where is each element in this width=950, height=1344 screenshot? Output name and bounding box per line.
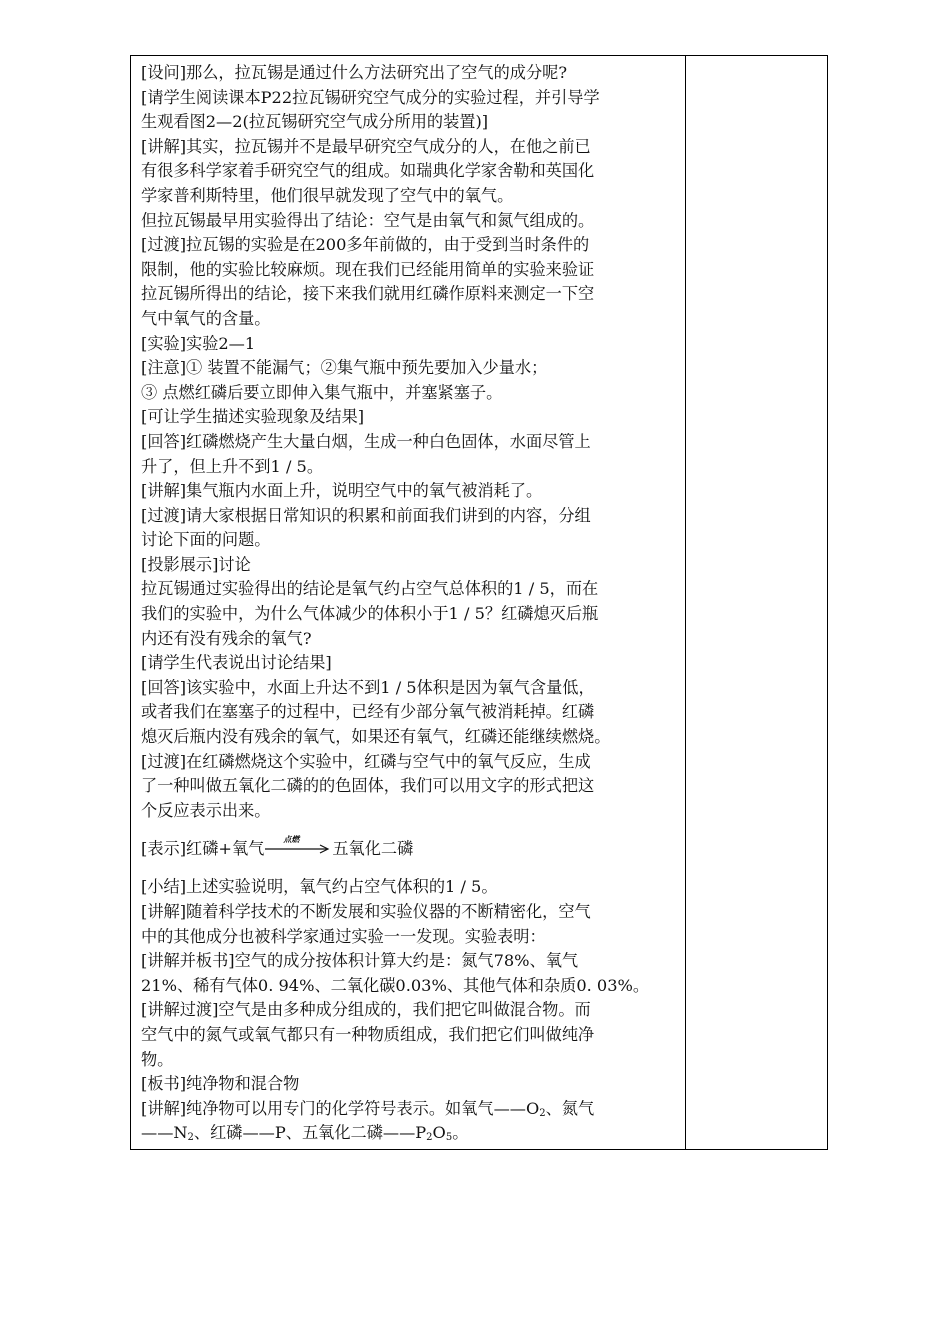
content-block-top — [141, 61, 679, 823]
text-line: 熄灭后瓶内没有残余的氧气，如果还有氧气，红磷还能继续燃烧。 — [141, 727, 611, 747]
text-line: [过渡]在红磷燃烧这个实验中，红磷与空气中的氧气反应，生成 — [141, 751, 591, 771]
text-line: [讲解过渡]空气是由多种成分组成的，我们把它叫做混合物。而 — [141, 1000, 591, 1020]
text-line: [过渡]拉瓦锡的实验是在200多年前做的，由于受到当时条件的 — [141, 235, 590, 255]
reaction-equation — [141, 827, 679, 861]
spacer — [141, 861, 679, 875]
text-line: [设问]那么，拉瓦锡是通过什么方法研究出了空气的成分呢? — [141, 63, 567, 82]
text-line: ③ 点燃红磷后要立即伸入集气瓶中，并塞紧塞子。 — [141, 382, 503, 402]
text-line: 物。 — [141, 1049, 174, 1069]
text-line: [注意]① 装置不能漏气；②集气瓶中预先要加入少量水； — [141, 358, 548, 378]
text-line: 内还有没有残余的氧气? — [141, 628, 312, 648]
equation-left: [表示]红磷+氧气 — [141, 838, 265, 858]
arrow-icon — [265, 844, 331, 854]
reaction-arrow — [265, 837, 331, 861]
text-line: [讲解]集气瓶内水面上升，说明空气中的氧气被消耗了。 — [141, 481, 543, 501]
text-line: 空气中的氮气或氧气都只有一种物质组成，我们把它们叫做纯净 — [141, 1024, 595, 1044]
text-line: [过渡]请大家根据日常知识的积累和前面我们讲到的内容，分组 — [141, 505, 591, 525]
text-line: 21%、稀有气体0. 94%、二氧化碳0.03%、其他气体和杂质0. 03%。 — [141, 975, 650, 995]
text-line: 讨论下面的问题。 — [141, 530, 271, 550]
text-line: [投影展示]讨论 — [141, 554, 251, 574]
text-line: 或者我们在塞塞子的过程中，已经有少部分氧气被消耗掉。红磷 — [141, 702, 595, 722]
text-line: [回答]该实验中，水面上升达不到1 / 5体积是因为氧气含量低， — [141, 677, 595, 697]
text-line: 有很多科学家着手研究空气的组成。如瑞典化学家舍勒和英国化 — [141, 161, 595, 181]
text-line: [请学生阅读课本P22拉瓦锡研究空气成分的实验过程，并引导学 — [141, 87, 600, 107]
notes-cell — [686, 56, 827, 1149]
text-line: 拉瓦锡所得出的结论，接下来我们就用红磷作原料来测定一下空 — [141, 284, 595, 304]
text-line: 升了，但上升不到1 / 5。 — [141, 456, 324, 476]
text-line: [实验]实验2—1 — [141, 333, 256, 353]
text-line: [讲解]其实，拉瓦锡并不是最早研究空气成分的人，在他之前已 — [141, 136, 591, 156]
text-line: 个反应表示出来。 — [141, 800, 271, 820]
text-line: 我们的实验中，为什么气体减少的体积小于1 / 5？红磷熄灭后瓶 — [141, 604, 599, 624]
text-line: 但拉瓦锡最早用实验得出了结论：空气是由氧气和氮气组成的。 — [141, 210, 595, 230]
text-line: 气中氧气的含量。 — [141, 308, 271, 328]
text-line: [板书]纯净物和混合物 — [141, 1074, 300, 1094]
text-line: 生观看图2—2(拉瓦锡研究空气成分所用的装置)] — [141, 112, 489, 132]
text-line: 拉瓦锡通过实验得出的结论是氧气约占空气总体积的1 / 5，而在 — [141, 579, 599, 599]
lesson-table — [130, 55, 828, 1150]
text-line: [请学生代表说出讨论结果] — [141, 653, 332, 673]
text-line: [讲解并板书]空气的成分按体积计算大约是：氮气78%、氧气 — [141, 951, 579, 971]
text-line: [回答]红磷燃烧产生大量白烟，生成一种白色固体，水面尽管上 — [141, 431, 591, 451]
text-line: [小结]上述实验说明，氧气约占空气体积的1 / 5。 — [141, 877, 498, 897]
text-line: 了一种叫做五氧化二磷的的色固体，我们可以用文字的形式把这 — [141, 776, 595, 796]
text-line: 限制，他的实验比较麻烦。现在我们已经能用简单的实验来验证 — [141, 259, 595, 279]
equation-right: 五氧化二磷 — [332, 838, 414, 858]
formula-line-1: [讲解]纯净物可以用专门的化学符号表示。如氧气$——O_2$、氮气 — [141, 1098, 595, 1119]
text-line: [讲解]随着科学技术的不断发展和实验仪器的不断精密化，空气 — [141, 902, 591, 921]
content-block-bottom — [141, 875, 679, 1096]
lesson-content-cell — [131, 56, 686, 1149]
formula-line-2: $——N_2$、红磷——P、五氧化二磷$——P_2O_5$。 — [141, 1123, 469, 1144]
text-line: [可让学生描述实验现象及结果] — [141, 407, 365, 427]
text-line: 中的其他成分也被科学家通过实验一一发现。实验表明： — [141, 926, 546, 946]
text-line: 学家普利斯特里，他们很早就发现了空气中的氧气。 — [141, 185, 514, 205]
reaction-condition: 点燃 — [283, 835, 300, 845]
